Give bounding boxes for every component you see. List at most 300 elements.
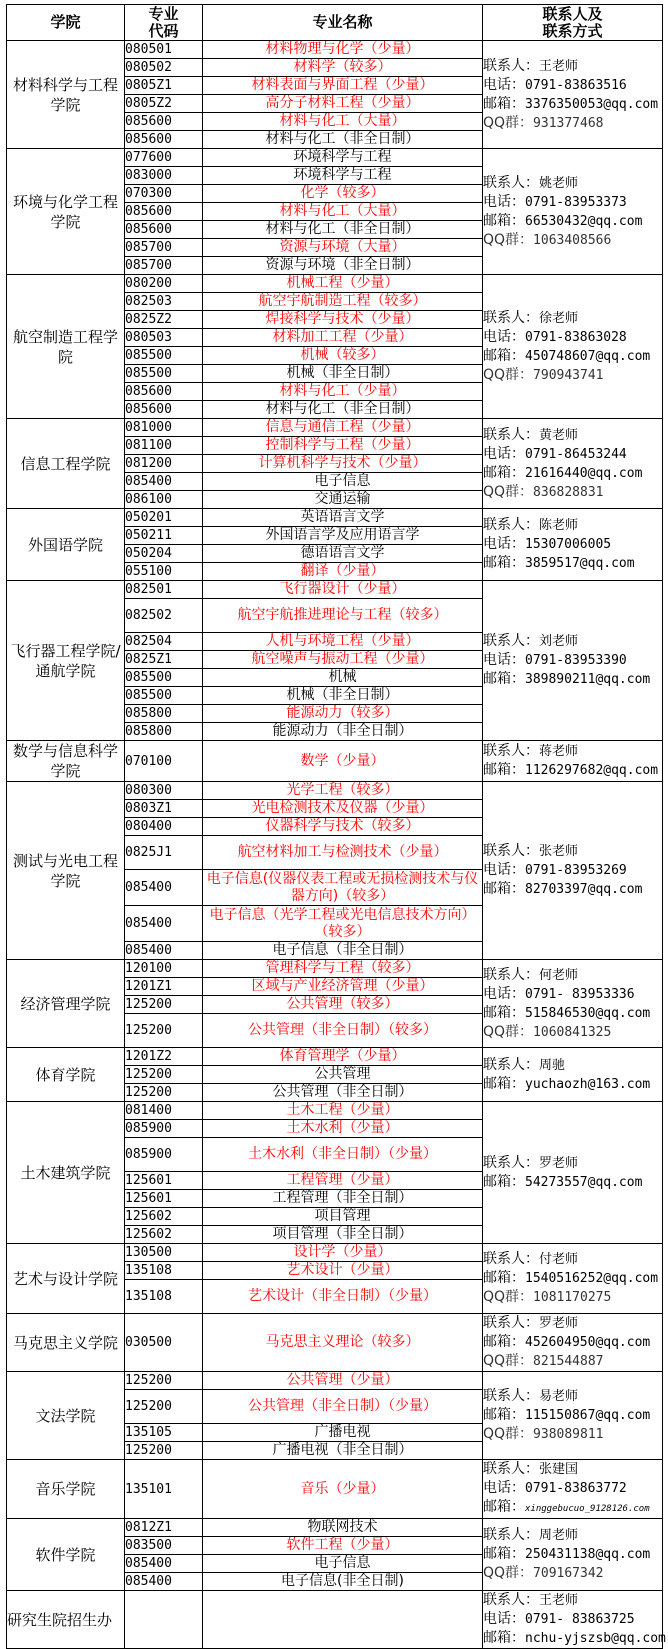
contact-line bbox=[483, 464, 662, 483]
major-code: 135108 bbox=[125, 1280, 203, 1314]
contact-line bbox=[483, 1269, 662, 1288]
major-code: 085400 bbox=[125, 942, 203, 960]
contact-label: QQ群： bbox=[483, 366, 534, 383]
contact-label: 邮箱： bbox=[483, 95, 525, 112]
contact-line bbox=[483, 1406, 662, 1425]
major-name: 机械工程（少量） bbox=[203, 275, 483, 293]
major-code: 125602 bbox=[125, 1208, 203, 1226]
major-name bbox=[203, 1591, 483, 1649]
major-code: 085400 bbox=[125, 906, 203, 942]
contact-line bbox=[483, 212, 662, 231]
contact-line bbox=[483, 57, 662, 76]
major-name: 资源与环境（非全日制） bbox=[203, 257, 483, 275]
major-code: 080501 bbox=[125, 41, 203, 59]
major-name: 翻译（少量） bbox=[203, 563, 483, 581]
major-name: 设计学（少量） bbox=[203, 1244, 483, 1262]
major-name: 材料与化工（非全日制） bbox=[203, 131, 483, 149]
contact-line bbox=[483, 174, 662, 193]
contact-label: 电话： bbox=[483, 652, 525, 668]
major-code: 125200 bbox=[125, 1014, 203, 1048]
contact-label: 邮箱： bbox=[483, 1270, 525, 1286]
major-name: 电子信息(仪器仪表工程或无损检测技术与仪器方向)（较多） bbox=[203, 870, 483, 906]
contact-value: 王老师 bbox=[539, 1593, 579, 1608]
contact-label: 电话： bbox=[483, 328, 525, 345]
table-row bbox=[7, 1519, 663, 1537]
table-row bbox=[7, 1102, 663, 1120]
contact-label: 电话： bbox=[483, 536, 525, 552]
contact-value: 709167342 bbox=[533, 1566, 604, 1581]
contact-value: 1126297682@qq.com bbox=[525, 763, 659, 778]
college-name: 体育学院 bbox=[7, 1048, 125, 1102]
contact-line bbox=[483, 985, 662, 1004]
major-code: 085600 bbox=[125, 383, 203, 401]
major-code: 125200 bbox=[125, 1066, 203, 1084]
contact-value: nchu-yjszsb@qq.com bbox=[525, 1631, 666, 1646]
contact-value: 790943741 bbox=[533, 367, 604, 383]
major-name: 公共管理（非全日制）（较多） bbox=[203, 1014, 483, 1048]
contact-line bbox=[483, 1545, 662, 1564]
major-code: 085500 bbox=[125, 687, 203, 705]
contact-value: yuchaozh@163.com bbox=[525, 1076, 651, 1092]
major-code: 050204 bbox=[125, 545, 203, 563]
major-name: 外国语言学及应用语言学 bbox=[203, 527, 483, 545]
major-code: 125601 bbox=[125, 1190, 203, 1208]
major-code: 085700 bbox=[125, 257, 203, 275]
contact-value: 250431138@qq.com bbox=[525, 1547, 651, 1562]
major-name: 材料与化工（少量） bbox=[203, 383, 483, 401]
major-code: 082502 bbox=[125, 599, 203, 633]
header-row bbox=[7, 5, 663, 41]
major-code: 081100 bbox=[125, 437, 203, 455]
major-name: 控制科学与工程（少量） bbox=[203, 437, 483, 455]
major-code: 085700 bbox=[125, 239, 203, 257]
college-name: 航空制造工程学院 bbox=[7, 275, 125, 419]
contact-value: 周驰 bbox=[539, 1057, 566, 1073]
major-code: 0825Z2 bbox=[125, 311, 203, 329]
major-name: 材料加工工程（少量） bbox=[203, 329, 483, 347]
contact-line bbox=[483, 761, 662, 780]
contact-info bbox=[483, 1372, 663, 1460]
college-name: 土木建筑学院 bbox=[7, 1102, 125, 1244]
major-code: 085500 bbox=[125, 669, 203, 687]
contact-value: 0791- 83953336 bbox=[525, 986, 635, 1002]
contact-label: 邮箱： bbox=[483, 1334, 525, 1350]
contact-label: 联系人： bbox=[483, 174, 539, 191]
college-name: 飞行器工程学院/通航学院 bbox=[7, 581, 125, 741]
contact-value: 0791-83953373 bbox=[525, 194, 627, 210]
college-name: 马克思主义学院 bbox=[7, 1314, 125, 1372]
contact-line bbox=[483, 1333, 662, 1352]
major-code: 081400 bbox=[125, 1102, 203, 1120]
major-code: 0812Z1 bbox=[125, 1519, 203, 1537]
contact-value: 付老师 bbox=[539, 1252, 579, 1267]
major-name: 能源动力（非全日制） bbox=[203, 723, 483, 741]
contact-label: 联系人： bbox=[483, 57, 539, 74]
college-name: 外国语学院 bbox=[7, 509, 125, 581]
contact-label: 电话： bbox=[483, 985, 525, 1002]
contact-label: 电话： bbox=[483, 862, 525, 878]
contact-label: 邮箱： bbox=[483, 464, 525, 481]
contact-label: 邮箱： bbox=[483, 1004, 525, 1021]
contact-info bbox=[483, 960, 663, 1048]
major-code: 070300 bbox=[125, 185, 203, 203]
contact-label: 电话： bbox=[483, 445, 525, 462]
contact-line bbox=[483, 1387, 662, 1406]
contact-info bbox=[483, 1460, 663, 1519]
major-name: 管理科学与工程（较多） bbox=[203, 960, 483, 978]
major-code: 080300 bbox=[125, 782, 203, 800]
major-name: 机械（非全日制） bbox=[203, 365, 483, 383]
major-name: 机械（较多） bbox=[203, 347, 483, 365]
major-code: 085400 bbox=[125, 1555, 203, 1573]
contact-line bbox=[483, 426, 662, 445]
contact-value: 389890211@qq.com bbox=[525, 672, 651, 687]
major-name: 项目管理 bbox=[203, 1208, 483, 1226]
contact-value: 452604950@qq.com bbox=[525, 1335, 651, 1350]
contact-label: 联系人： bbox=[483, 843, 539, 859]
major-name: 数学（少量） bbox=[203, 741, 483, 782]
contact-line bbox=[483, 1564, 662, 1583]
contact-value: 54273557@qq.com bbox=[525, 1174, 643, 1190]
major-code: 0825J1 bbox=[125, 836, 203, 870]
major-name: 高分子材料工程（少量） bbox=[203, 95, 483, 113]
major-name: 仪器科学与技术（较多） bbox=[203, 818, 483, 836]
contact-line bbox=[483, 1023, 662, 1042]
major-code: 1201Z1 bbox=[125, 978, 203, 996]
major-code: 125200 bbox=[125, 1372, 203, 1390]
major-name: 公共管理（非全日制） bbox=[203, 1084, 483, 1102]
major-name: 物联网技术 bbox=[203, 1519, 483, 1537]
major-name: 资源与环境（大量） bbox=[203, 239, 483, 257]
contact-line bbox=[483, 1479, 662, 1498]
contact-line bbox=[483, 445, 662, 464]
contact-label: 联系人： bbox=[483, 1056, 539, 1073]
major-name: 公共管理（较多） bbox=[203, 996, 483, 1014]
contact-line bbox=[483, 1173, 662, 1192]
contact-line bbox=[483, 483, 662, 502]
contact-value: 张老师 bbox=[539, 844, 579, 859]
major-code: 080200 bbox=[125, 275, 203, 293]
major-code bbox=[125, 1591, 203, 1649]
contact-value: 易老师 bbox=[539, 1389, 579, 1404]
major-name: 材料与化工（非全日制） bbox=[203, 221, 483, 239]
major-code: 0803Z1 bbox=[125, 800, 203, 818]
major-name: 电子信息（非全日制） bbox=[203, 942, 483, 960]
major-name: 机械 bbox=[203, 669, 483, 687]
major-code: 085900 bbox=[125, 1138, 203, 1172]
major-name: 艺术设计（非全日制）（少量） bbox=[203, 1280, 483, 1314]
contact-label: 邮箱： bbox=[483, 555, 525, 571]
contact-line bbox=[483, 1460, 662, 1479]
contact-line bbox=[483, 1610, 662, 1629]
contact-line bbox=[483, 1075, 662, 1094]
major-name: 电子信息(非全日制) bbox=[203, 1573, 483, 1591]
table-row bbox=[7, 419, 663, 437]
college-name: 信息工程学院 bbox=[7, 419, 125, 509]
major-name: 飞行器设计（少量） bbox=[203, 581, 483, 599]
contact-label: 邮箱： bbox=[483, 1546, 525, 1562]
contact-line bbox=[483, 231, 662, 250]
contact-value: 15307006005 bbox=[525, 537, 612, 552]
contact-label: 电话： bbox=[483, 76, 525, 93]
contact-value: 1060841325 bbox=[533, 1024, 612, 1040]
contact-label: QQ群： bbox=[483, 1289, 534, 1305]
table-row bbox=[7, 41, 663, 59]
table-row bbox=[7, 782, 663, 800]
major-code: 080503 bbox=[125, 329, 203, 347]
major-code: 130500 bbox=[125, 1244, 203, 1262]
major-name: 电子信息（光学工程或光电信息技术方向）（较多） bbox=[203, 906, 483, 942]
major-name: 区域与产业经济管理（少量） bbox=[203, 978, 483, 996]
major-name: 化学（较多） bbox=[203, 185, 483, 203]
college-name: 经济管理学院 bbox=[7, 960, 125, 1048]
table-row bbox=[7, 149, 663, 167]
major-code: 135105 bbox=[125, 1424, 203, 1442]
contact-value: 931377468 bbox=[533, 115, 604, 131]
contact-value: 1063408566 bbox=[533, 232, 612, 248]
contact-label: QQ群： bbox=[483, 1023, 534, 1040]
contact-line bbox=[483, 366, 662, 385]
table-row bbox=[7, 509, 663, 527]
major-name: 土木水利（非全日制）（少量） bbox=[203, 1138, 483, 1172]
major-name: 英语语言文学 bbox=[203, 509, 483, 527]
contact-label: QQ群： bbox=[483, 483, 534, 500]
major-code: 125200 bbox=[125, 1442, 203, 1460]
major-code: 120100 bbox=[125, 960, 203, 978]
contact-label: 联系人： bbox=[483, 1154, 539, 1171]
contact-label: QQ群： bbox=[483, 114, 534, 131]
major-name: 广播电视（非全日制） bbox=[203, 1442, 483, 1460]
contact-line bbox=[483, 842, 662, 861]
contact-line bbox=[483, 1314, 662, 1333]
header-contact: 联系人及 联系方式 bbox=[483, 5, 663, 41]
major-name: 材料与化工（大量） bbox=[203, 113, 483, 131]
major-name: 计算机科学与技术（少量） bbox=[203, 455, 483, 473]
table-row bbox=[7, 581, 663, 599]
college-name: 软件学院 bbox=[7, 1519, 125, 1591]
major-code: 125601 bbox=[125, 1172, 203, 1190]
contact-info bbox=[483, 419, 663, 509]
major-code: 085400 bbox=[125, 870, 203, 906]
contact-label: 电话： bbox=[483, 1611, 525, 1627]
major-name: 机械（非全日制） bbox=[203, 687, 483, 705]
contact-line bbox=[483, 880, 662, 899]
contact-line bbox=[483, 1591, 662, 1610]
header-code: 专业 代码 bbox=[125, 5, 203, 41]
contact-label: 邮箱： bbox=[483, 881, 525, 897]
major-name: 焊接科学与技术（少量） bbox=[203, 311, 483, 329]
major-code: 1201Z2 bbox=[125, 1048, 203, 1066]
contact-value: 1540516252@qq.com bbox=[525, 1271, 659, 1286]
contact-value: 0791- 83863725 bbox=[525, 1612, 635, 1627]
major-name: 材料与化工（非全日制） bbox=[203, 401, 483, 419]
contact-info bbox=[483, 1102, 663, 1244]
major-code: 082503 bbox=[125, 293, 203, 311]
contact-line bbox=[483, 861, 662, 880]
contact-value: 0791-83953390 bbox=[525, 653, 627, 668]
major-code: 085600 bbox=[125, 203, 203, 221]
major-name: 光电检测技术及仪器（少量） bbox=[203, 800, 483, 818]
contact-line bbox=[483, 1250, 662, 1269]
contact-line bbox=[483, 1629, 666, 1648]
contact-value: 21616440@qq.com bbox=[525, 465, 643, 481]
major-code: 125200 bbox=[125, 1390, 203, 1424]
contact-line bbox=[483, 1352, 662, 1371]
contact-label: 邮箱： bbox=[483, 762, 525, 778]
major-code: 085600 bbox=[125, 221, 203, 239]
major-name: 材料表面与界面工程（少量） bbox=[203, 77, 483, 95]
contact-value: xinggebucuo_9128126.com bbox=[525, 1504, 650, 1514]
contact-value: 陈老师 bbox=[539, 518, 579, 533]
major-name: 航空材料加工与检测技术（少量） bbox=[203, 836, 483, 870]
contact-line bbox=[483, 670, 662, 689]
major-code: 085600 bbox=[125, 113, 203, 131]
contact-value: 3859517@qq.com bbox=[525, 556, 635, 571]
table-row bbox=[7, 1314, 663, 1372]
contact-value: 蒋老师 bbox=[539, 744, 579, 759]
major-code: 125200 bbox=[125, 1084, 203, 1102]
major-code: 083500 bbox=[125, 1537, 203, 1555]
major-name: 土木水利（少量） bbox=[203, 1120, 483, 1138]
contact-info bbox=[483, 1314, 663, 1372]
contact-label: 联系人： bbox=[483, 1388, 539, 1404]
contact-label: 联系人： bbox=[483, 1315, 539, 1331]
major-code: 077600 bbox=[125, 149, 203, 167]
contact-label: 电话： bbox=[483, 1480, 525, 1496]
contact-line bbox=[483, 1526, 662, 1545]
major-name: 艺术设计（少量） bbox=[203, 1262, 483, 1280]
contact-line bbox=[483, 1288, 662, 1307]
major-name: 公共管理 bbox=[203, 1066, 483, 1084]
table-row bbox=[7, 1244, 663, 1262]
table-row bbox=[7, 275, 663, 293]
contact-line bbox=[483, 535, 662, 554]
contact-label: 联系人： bbox=[483, 1251, 539, 1267]
major-name: 航空宇航制造工程（较多） bbox=[203, 293, 483, 311]
contact-value: 821544887 bbox=[533, 1354, 604, 1369]
major-code: 082501 bbox=[125, 581, 203, 599]
major-code: 135108 bbox=[125, 1262, 203, 1280]
contact-value: 82703397@qq.com bbox=[525, 882, 643, 897]
major-name: 工程管理（少量） bbox=[203, 1172, 483, 1190]
major-code: 085400 bbox=[125, 473, 203, 491]
major-code: 125200 bbox=[125, 996, 203, 1014]
major-name: 能源动力（较多） bbox=[203, 705, 483, 723]
major-code: 086100 bbox=[125, 491, 203, 509]
major-name: 材料物理与化学（少量） bbox=[203, 41, 483, 59]
contact-line bbox=[483, 114, 662, 133]
table-row bbox=[7, 741, 663, 782]
contact-value: 836828831 bbox=[533, 484, 604, 500]
contact-line bbox=[483, 1056, 662, 1075]
contact-line bbox=[483, 1425, 662, 1444]
contact-label: 联系人： bbox=[483, 633, 539, 649]
contact-line bbox=[483, 76, 662, 95]
major-code: 085600 bbox=[125, 401, 203, 419]
contact-value: 0791-86453244 bbox=[525, 446, 627, 462]
major-code: 0805Z1 bbox=[125, 77, 203, 95]
contact-value: 张建国 bbox=[539, 1462, 579, 1477]
contact-line bbox=[483, 1154, 662, 1173]
major-name: 马克思主义理论（较多） bbox=[203, 1314, 483, 1372]
contact-label: 联系人： bbox=[483, 1461, 539, 1477]
major-code: 085800 bbox=[125, 705, 203, 723]
major-code: 055100 bbox=[125, 563, 203, 581]
table-row bbox=[7, 1591, 663, 1649]
contact-value: 0791-83953269 bbox=[525, 863, 627, 878]
major-code: 070100 bbox=[125, 741, 203, 782]
contact-label: 联系人： bbox=[483, 426, 539, 443]
major-name: 电子信息 bbox=[203, 1555, 483, 1573]
major-name: 体育管理学（少量） bbox=[203, 1048, 483, 1066]
major-name: 环境科学与工程 bbox=[203, 167, 483, 185]
table-body bbox=[7, 41, 666, 1649]
contact-value: 罗老师 bbox=[539, 1155, 579, 1171]
major-name: 广播电视 bbox=[203, 1424, 483, 1442]
major-code: 080502 bbox=[125, 59, 203, 77]
contact-info bbox=[483, 741, 663, 782]
college-name: 材料科学与工程学院 bbox=[7, 41, 125, 149]
major-name: 工程管理（非全日制） bbox=[203, 1190, 483, 1208]
major-code: 0805Z2 bbox=[125, 95, 203, 113]
major-code: 081200 bbox=[125, 455, 203, 473]
contact-value: 王老师 bbox=[539, 58, 579, 74]
major-code: 125602 bbox=[125, 1226, 203, 1244]
major-code: 085800 bbox=[125, 723, 203, 741]
contact-line bbox=[483, 328, 662, 347]
major-name: 环境科学与工程 bbox=[203, 149, 483, 167]
contact-value: 刘老师 bbox=[539, 634, 579, 649]
contact-line bbox=[483, 632, 662, 651]
major-name: 项目管理（非全日制） bbox=[203, 1226, 483, 1244]
major-name: 电子信息 bbox=[203, 473, 483, 491]
contact-info bbox=[483, 1048, 663, 1102]
contact-value: 周老师 bbox=[539, 1528, 579, 1543]
contact-label: QQ群： bbox=[483, 1565, 534, 1581]
contact-label: 邮箱： bbox=[483, 1173, 525, 1190]
major-code: 135101 bbox=[125, 1460, 203, 1519]
major-name: 土木工程（少量） bbox=[203, 1102, 483, 1120]
contact-info bbox=[483, 782, 663, 960]
major-name: 信息与通信工程（少量） bbox=[203, 419, 483, 437]
contact-info bbox=[483, 1519, 663, 1591]
contact-line bbox=[483, 742, 662, 761]
contact-value: 0791-83863516 bbox=[525, 77, 627, 93]
college-name: 艺术与设计学院 bbox=[7, 1244, 125, 1314]
college-name: 音乐学院 bbox=[7, 1460, 125, 1519]
college-name: 测试与光电工程学院 bbox=[7, 782, 125, 960]
major-code: 030500 bbox=[125, 1314, 203, 1372]
contact-line bbox=[483, 1004, 662, 1023]
contact-info bbox=[483, 581, 663, 741]
contact-label: 联系人： bbox=[483, 743, 539, 759]
contact-line bbox=[483, 309, 662, 328]
contact-label: QQ群： bbox=[483, 231, 534, 248]
contact-value: 450748607@qq.com bbox=[525, 348, 651, 364]
contact-value: 515846530@qq.com bbox=[525, 1005, 651, 1021]
contact-line bbox=[483, 516, 662, 535]
contact-label: QQ群： bbox=[483, 1426, 534, 1442]
major-code: 080400 bbox=[125, 818, 203, 836]
major-name: 公共管理（非全日制）（少量） bbox=[203, 1390, 483, 1424]
contact-label: 邮箱： bbox=[483, 1407, 525, 1423]
major-name: 航空噪声与振动工程（少量） bbox=[203, 651, 483, 669]
major-name: 材料学（较多） bbox=[203, 59, 483, 77]
contact-info bbox=[483, 1244, 663, 1314]
contact-value: 0791-83863028 bbox=[525, 329, 627, 345]
contact-info bbox=[483, 41, 663, 149]
contact-value: 938089811 bbox=[533, 1427, 604, 1442]
